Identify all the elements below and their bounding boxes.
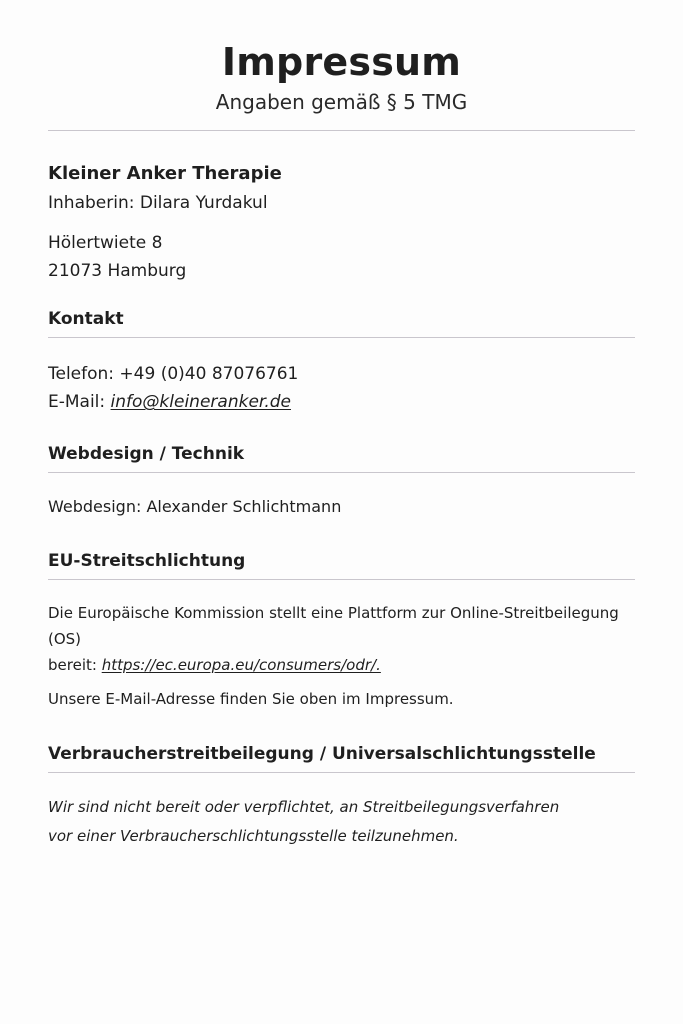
consumer-text-line2: vor einer Verbraucherschlichtungsstelle teilzunehmen. xyxy=(48,827,459,845)
page-title: Impressum xyxy=(221,40,462,84)
eu-text-line2 xyxy=(48,652,635,678)
eu-heading: EU-Streitschlichtung xyxy=(48,551,246,571)
eu-text-prefix: bereit: xyxy=(48,656,102,674)
consumer-text-line1: Wir sind nicht bereit oder verpflichtet, an Streitbeilegungsverfahren xyxy=(48,798,560,816)
eu-divider xyxy=(48,579,635,580)
contact-divider xyxy=(48,337,635,338)
contact-section xyxy=(48,307,635,416)
eu-note: Unsere E-Mail-Adresse finden Sie oben im Impressum. xyxy=(48,690,454,708)
contact-heading: Kontakt xyxy=(48,309,124,329)
odr-link[interactable]: https://ec.europa.eu/consumers/odr/. xyxy=(101,656,381,674)
business-street: Hölertwiete 8 xyxy=(48,233,163,253)
consumer-section xyxy=(48,742,635,851)
webdesign-section xyxy=(48,442,635,521)
email-link[interactable]: info@kleineranker.de xyxy=(110,392,291,412)
title-divider xyxy=(48,130,635,131)
webdesign-heading: Webdesign / Technik xyxy=(48,444,245,464)
consumer-heading: Verbraucherstreitbeilegung / Universalschlichtungsstelle xyxy=(48,744,596,764)
eu-text-line1: Die Europäische Kommission stellt eine Plattform zur Online-Streitbeilegung (OS) xyxy=(48,604,619,648)
business-info xyxy=(48,161,635,285)
contact-phone: Telefon: +49 (0)40 87076761 xyxy=(48,364,299,384)
business-name: Kleiner Anker Therapie xyxy=(48,163,282,184)
contact-email-line xyxy=(48,388,635,416)
consumer-divider xyxy=(48,772,635,773)
page-subtitle: Angaben gemäß § 5 TMG xyxy=(215,90,468,114)
business-owner: Inhaberin: Dilara Yurdakul xyxy=(48,193,268,213)
business-city: 21073 Hamburg xyxy=(48,261,187,281)
email-label: E-Mail: xyxy=(48,392,111,412)
webdesign-divider xyxy=(48,472,635,473)
webdesign-credit: Webdesign: Alexander Schlichtmann xyxy=(48,497,342,516)
eu-section xyxy=(48,549,635,712)
